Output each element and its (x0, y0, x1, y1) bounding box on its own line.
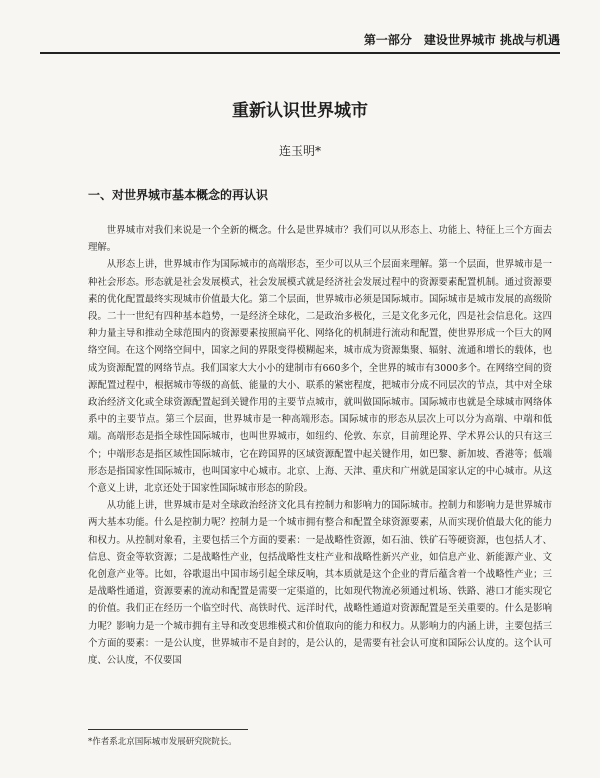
article-body (88, 222, 552, 669)
author-name: 连玉明* (278, 144, 321, 158)
paragraph: 从形态上讲，世界城市作为国际城市的高端形态，至少可以从三个层面来理解。第一个层面，世界城市是一种社会形态。形态就是社会发展模式，社会发展模式就是经济社会发展过程中的资源要素配置机制。通过资源要素的优化配置最终实现城市价值最大化。第二个层面，世界城市必须是国际城市。国际城市是城市发展的高级阶段。二十一世纪有四种基本趋势，一是经济全球化，二是政治多极化，三是文化多元化，四是社会信息化。这四种力量主导和推动全球范围内的资源要素按照扁平化、网络化的机制进行流动和配置，使世界形成一个巨大的网络空间。在这个网络空间中，国家之间的界限变得模糊起来，城市成为资源集聚、辐射、流通和增长的载体，也成为资源配置的网络节点。我们国家大大小小的建制市有660多个，全世界的城市有3000多个。在网络空间的资源配置过程中，根据城市等级的高低、能量的大小、联系的紧密程度，把城市分成不同层次的节点，其中对全球政治经济文化或全球资源配置起到关键作用的主要节点城市，就叫做国际城市。国际城市也就是全球城市网络体系中的主要节点。第三个层面，世界城市是一种高端形态。国际城市的形态从层次上可以分为高端、中端和低端。高端形态是指全球性国际城市，也叫世界城市，如纽约、伦敦、东京，目前理论界、学术界公认的只有这三个；中端形态是指区域性国际城市，它在跨国界的区域资源配置中起关键作用，如巴黎、新加坡、香港等；低端形态是指国家性国际城市，也叫国家中心城市。北京、上海、天津、重庆和广州就是国家认定的中心城市。从这个意义上讲，北京还处于国家性国际城市形态的阶段。 (88, 259, 552, 495)
article-title: 重新认识世界城市 (232, 101, 368, 121)
paragraph: 从功能上讲，世界城市是对全球政治经济文化具有控制力和影响力的国际城市。控制力和影响力是世界城市两大基本功能。什么是控制力呢？控制力是一个城市拥有整合和配置全球资源要素，从而实现价值最大化的能力和权力。从控制对象看，主要包括三个方面的要素：一是战略性资源，如石油、铁矿石等硬资源，也包括人才、信息、资金等软资源；二是战略性产业，包括战略性支柱产业和战略性新兴产业，如信息产业、新能源产业、文化创意产业等。比如，谷歌退出中国市场引起全球反响，其本质就是这个企业的背后蕴含着一个战略性产业；三是战略性通道，资源要素的流动和配置是需要一定渠道的，比如现代物流必须通过机场、铁路、港口才能实现它的价值。我们正在经历一个临空时代、高铁时代、远洋时代，战略性通道对资源配置是至关重要的。什么是影响力呢？影响力是一个城市拥有主导和改变思维模式和价值取向的能力和权力。从影响力的内涵上讲，主要包括三个方面的要素：一是公认度，世界城市不是自封的，是公认的，是需要有社会认可度和国际公认度的。这个认可度、公认度，不仅要国 (88, 500, 552, 667)
footnote-divider (88, 729, 248, 730)
running-header: 第一部分 建设世界城市 挑战与机遇 (40, 30, 560, 54)
section-heading: 一、对世界城市基本概念的再认识 (88, 188, 269, 202)
paragraph: 世界城市对我们来说是一个全新的概念。什么是世界城市？我们可以从形态上、功能上、特征上三个方面去理解。 (88, 225, 552, 254)
footnote: *作者系北京国际城市发展研究院院长。 (88, 737, 237, 747)
